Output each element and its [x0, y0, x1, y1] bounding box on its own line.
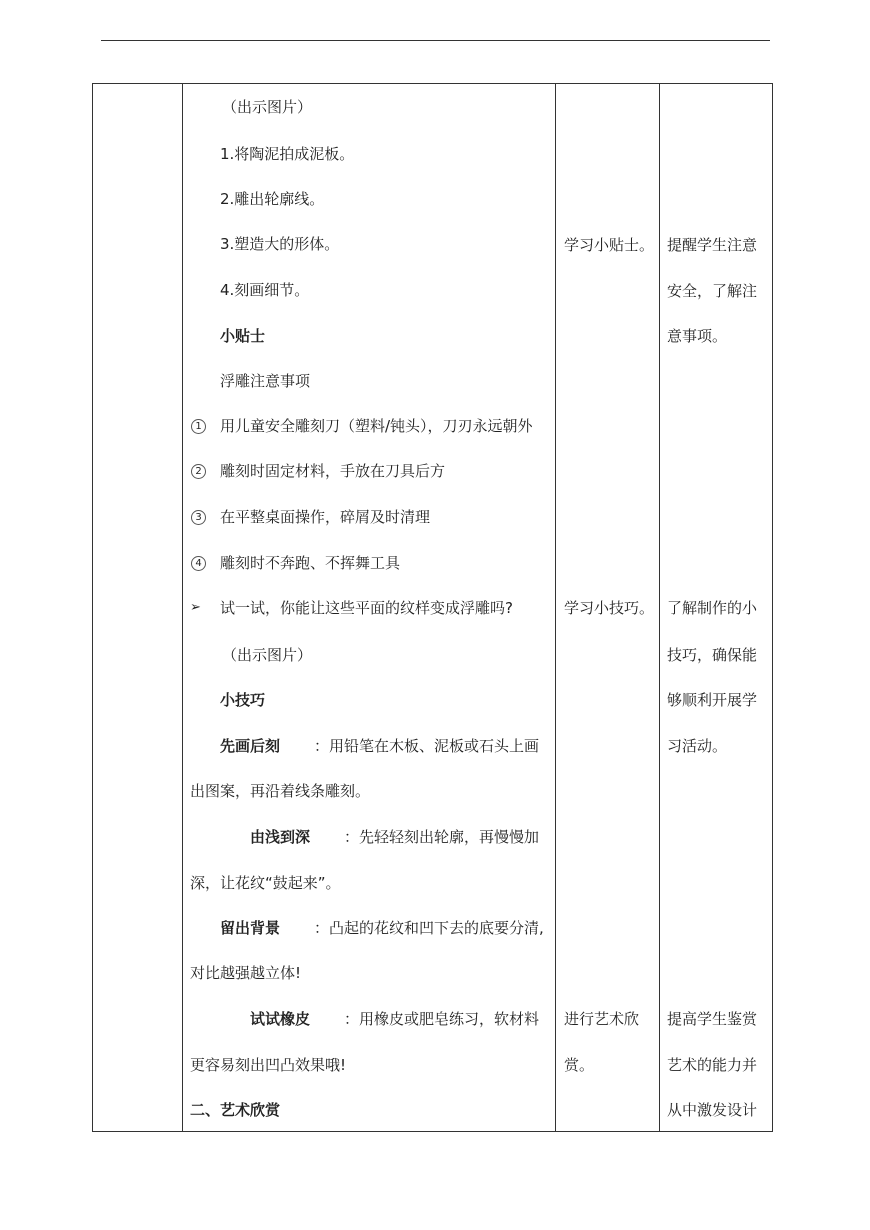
- skill-text: ：用橡皮或肥皂练习，软材料: [344, 1010, 540, 1028]
- column-divider: [555, 84, 556, 1131]
- step-item: 4.刻画细节。: [220, 281, 310, 299]
- safety-item: 在平整桌面操作，碎屑及时清理: [220, 508, 431, 526]
- header-rule: [101, 40, 770, 41]
- intent-line: 从中激发设计: [667, 1101, 758, 1119]
- skill-text: ：先轻轻刻出轮廓，再慢慢加: [344, 828, 540, 846]
- column-divider: [182, 84, 183, 1131]
- safety-item: 用儿童安全雕刻刀（塑料/钝头），刀刃永远朝外: [220, 417, 533, 435]
- safety-item: 雕刻时不奔跑、不挥舞工具: [220, 554, 401, 572]
- student-activity: 学习小技巧。: [564, 599, 655, 617]
- student-activity: 赏。: [564, 1056, 595, 1074]
- intent-line: 习活动。: [667, 737, 728, 755]
- skill-title: 留出背景: [220, 919, 281, 937]
- step-item: 2.雕出轮廓线。: [220, 190, 325, 208]
- safety-item: 雕刻时固定材料，手放在刀具后方: [220, 462, 446, 480]
- skill-title: 由浅到深: [250, 828, 311, 846]
- skill-title: 试试橡皮: [250, 1010, 311, 1028]
- number-badge: 4: [191, 556, 206, 571]
- skill-text: ：用铅笔在木板、泥板或石头上画: [314, 737, 540, 755]
- number-badge: 1: [191, 419, 206, 434]
- skill-text-continued: 出图案，再沿着线条雕刻。: [190, 782, 371, 800]
- intent-line: 提高学生鉴赏: [667, 1010, 758, 1028]
- skills-heading: 小技巧: [220, 691, 266, 709]
- tips-subheading: 浮雕注意事项: [220, 372, 311, 390]
- skill-text: ：凸起的花纹和凹下去的底要分清,: [314, 919, 544, 937]
- skill-text-continued: 深，让花纹“鼓起来”。: [190, 874, 341, 892]
- number-badge: 2: [191, 464, 206, 479]
- arrow-bullet-icon: ➢: [190, 600, 201, 615]
- intent-line: 技巧，确保能: [667, 646, 758, 664]
- show-picture-note: （出示图片）: [222, 98, 313, 116]
- intent-line: 够顺利开展学: [667, 691, 758, 709]
- step-item: 3.塑造大的形体。: [220, 235, 340, 253]
- column-divider: [659, 84, 660, 1131]
- skill-text-continued: 对比越强越立体!: [190, 964, 302, 982]
- skill-title: 先画后刻: [220, 737, 281, 755]
- student-activity: 进行艺术欣: [564, 1010, 640, 1028]
- intent-line: 提醒学生注意: [667, 236, 758, 254]
- intent-line: 意事项。: [667, 327, 728, 345]
- tips-heading: 小贴士: [220, 327, 266, 345]
- section-heading: 二、艺术欣赏: [190, 1101, 281, 1119]
- try-it-prompt: 试一试，你能让这些平面的纹样变成浮雕吗?: [220, 599, 513, 617]
- step-item: 1.将陶泥拍成泥板。: [220, 145, 355, 163]
- intent-line: 了解制作的小: [667, 599, 758, 617]
- intent-line: 艺术的能力并: [667, 1056, 758, 1074]
- number-badge: 3: [191, 510, 206, 525]
- skill-text-continued: 更容易刻出凹凸效果哦!: [190, 1056, 347, 1074]
- show-picture-note: （出示图片）: [222, 646, 313, 664]
- intent-line: 安全，了解注: [667, 282, 758, 300]
- student-activity: 学习小贴士。: [564, 236, 655, 254]
